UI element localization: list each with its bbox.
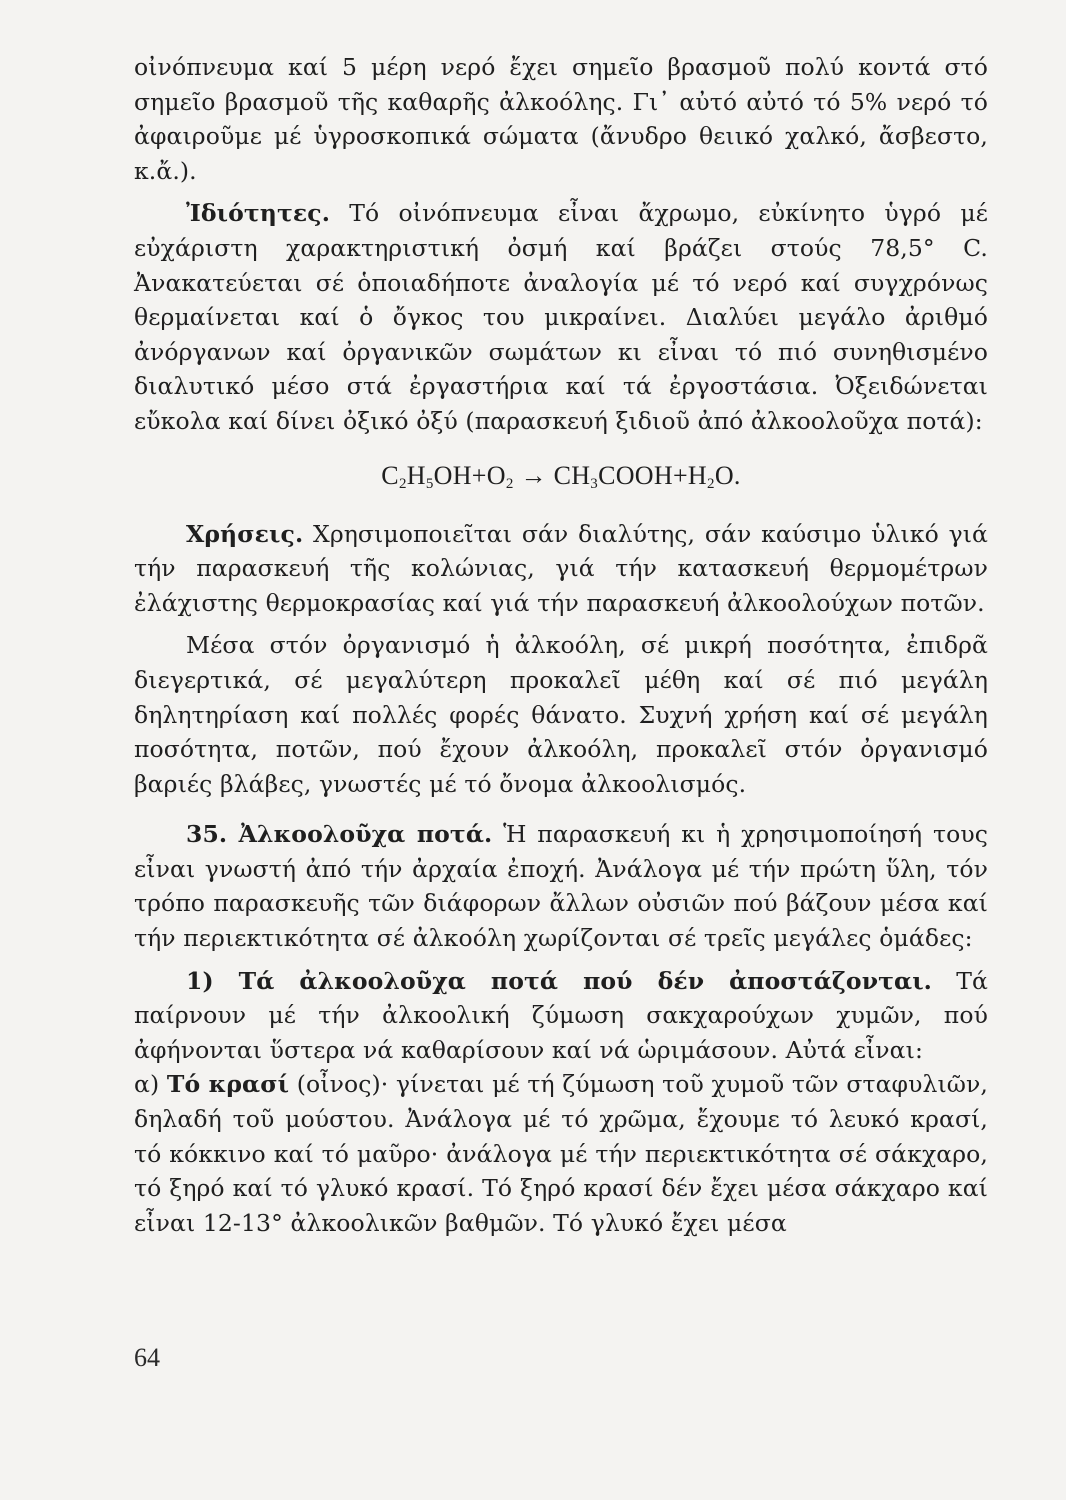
paragraph-effects	[134, 628, 988, 801]
spacer	[134, 956, 988, 964]
list-marker: α)	[134, 1070, 167, 1099]
reaction-arrow: →	[513, 460, 554, 490]
chemical-equation: $C_2H_5OH+O_2$ → $CH_3COOH+H_2O$.	[381, 460, 741, 492]
paragraph-properties	[134, 196, 988, 438]
paragraph-non-distilled	[134, 964, 988, 1068]
section-heading-35: 35. Ἀλκοολοῦχα ποτά.	[186, 820, 493, 849]
paragraph-text: Μέσα στόν ὀργανισμό ἡ ἀλκοόλη, σέ μικρή ποσότητα, ἐπιδρᾶ διεγερτικά, σέ μεγαλύτερη προκαλεῖ μέθη καί σέ πιό μεγάλη δηλητηρίαση καί πολλές φορές θάνατο. Συχνή χρήση καί σέ μεγάλη ποσότητα, ποτῶν, πού ἔχουν ἀλκοόλη, προκαλεῖ στόν ὀργανισμό βαριές βλάβες, γνωστές μέ τό ὄνομα ἀλκοολισμός.	[134, 631, 988, 798]
paragraph-uses	[134, 517, 988, 621]
page-number: 64	[134, 1343, 160, 1372]
spacer	[134, 801, 988, 817]
section-label-uses: Χρήσεις.	[186, 519, 304, 548]
subsection-label-1: 1) Τά ἀλκοολοῦχα ποτά πού δέν ἀποστάζονται.	[186, 966, 932, 995]
spacer	[134, 620, 988, 628]
paragraph-text: Ἡ παρασκευή κι ἡ χρησιμοποίησή τους εἶναι γνωστή ἀπό τήν ἀρχαία ἐποχή. Ἀνάλογα μέ τήν πρώτη ὕλη, τόν τρόπο παρασκευῆς τῶν διάφορων ἄλλων οὐσιῶν πού βάζουν μέσα καί τήν περιεκτικότητα σέ ἀλκοόλη χωρίζονται σέ τρεῖς μεγάλες ὁμάδες:	[134, 820, 989, 953]
page-body	[134, 50, 988, 1240]
paragraph-alcoholic-drinks	[134, 817, 988, 955]
paragraph-text: Χρησιμοποιεῖται σάν διαλύτης, σάν καύσιμο ὑλικό γιά τήν παρασκευή τῆς κολώνιας, γιά τήν κατασκευή θερμομέτρων ἐλάχιστης θερμοκρασίας καί γιά τήν παρασκευή ἀλκοολούχων ποτῶν.	[134, 519, 988, 617]
item-label-wine: Τό κρασί	[166, 1070, 290, 1099]
section-label-properties: Ἰδιότητες.	[186, 199, 330, 228]
paragraph-text: Τά παίρνουν μέ τήν ἀλκοολική ζύμωση σακχαρούχων χυμῶν, πού ἀφήνονται ὕστερα νά καθαρίσουν καί νά ὡριμάσουν. Αὐτά εἶναι:	[134, 966, 988, 1064]
paragraph-wine	[134, 1067, 988, 1240]
paragraph-text: (οἶνος)· γίνεται μέ τή ζύμωση τοῦ χυμοῦ τῶν σταφυλιῶν, δηλαδή τοῦ μούστου. Ἀνάλογα μέ τό χρῶμα, ἔχουμε τό λευκό κρασί, τό κόκκινο καί τό μαῦρο· ἀνάλογα μέ τήν περιεκτικότητα σέ σάκχαρο, τό ξηρό καί τό γλυκό κρασί. Τό ξηρό κρασί δέν ἔχει μέσα σάκχαρο καί εἶναι 12-13° ἀλκοολικῶν βαθμῶν. Τό γλυκό ἔχει μέσα	[134, 1070, 989, 1237]
spacer	[134, 188, 988, 196]
paragraph-distillation-end	[134, 50, 988, 188]
paragraph-text: Τό οἰνόπνευμα εἶναι ἄχρωμο, εὐκίνητο ὑγρό μέ εὐχάριστη χαρακτηριστική ὀσμή καί βράζει στούς 78,5° C. Ἀνακατεύεται σέ ὁποιαδήποτε ἀναλογία μέ τό νερό καί συγχρόνως θερμαίνεται καί ὁ ὄγκος του μικραίνει. Διαλύει μεγάλο ἀριθμό ἀνόργανων καί ὀργανικῶν σωμάτων κι εἶναι τό πιό συνηθισμένο διαλυτικό μέσο στά ἐργαστήρια καί τά ἐργοστάσια. Ὀξειδώνεται εὔκολα καί δίνει ὀξικό ὀξύ (παρασκευή ξιδιοῦ ἀπό ἀλκοολοῦχα ποτά):	[134, 199, 988, 435]
paragraph-text: οἰνόπνευμα καί 5 μέρη νερό ἔχει σημεῖο βρασμοῦ πολύ κοντά στό σημεῖο βρασμοῦ τῆς καθαρῆς ἀλκοόλης. Γι᾿ αὐτό αὐτό τό 5% νερό τό ἀφαιροῦμε μέ ὑγροσκοπικά σώματα (ἄνυδρο θειικό χαλκό, ἄσβεστο, κ.ἄ.).	[134, 53, 988, 185]
